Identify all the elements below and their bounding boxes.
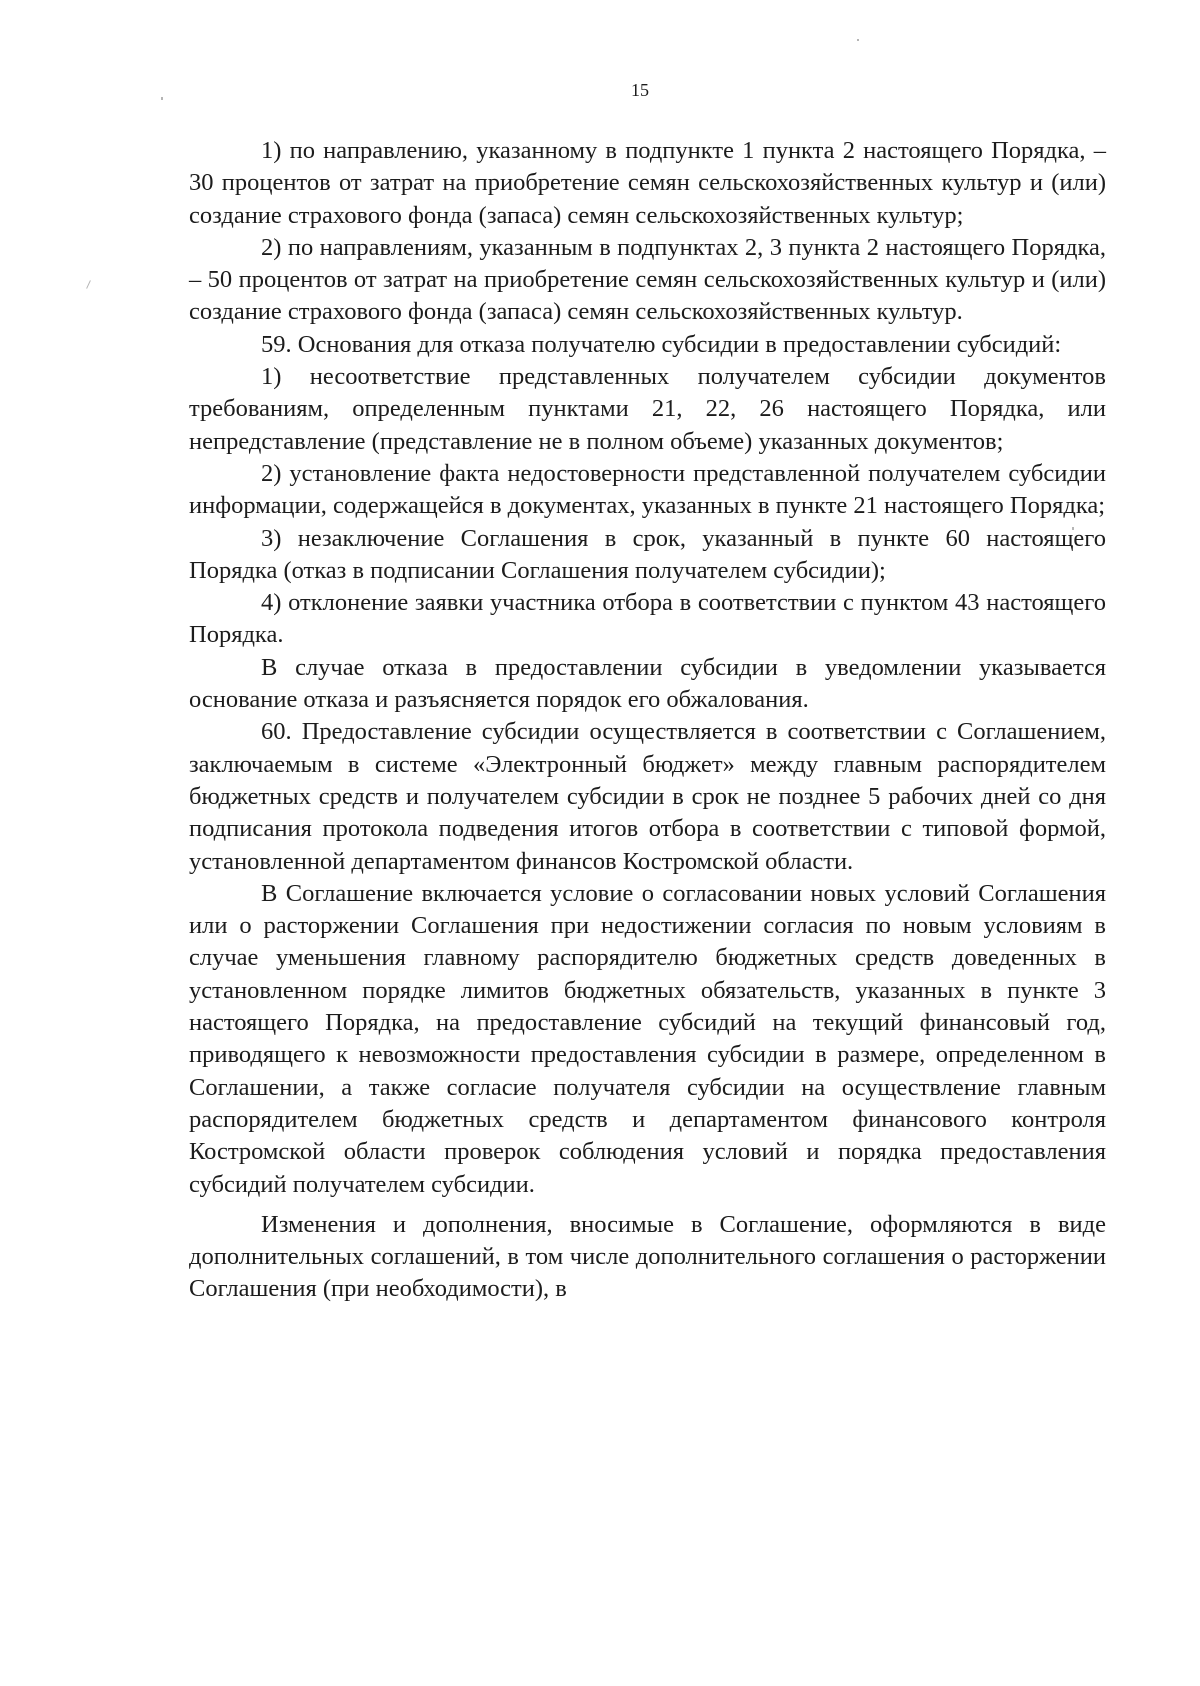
paragraph: 60. Предоставление субсидии осуществляется в соответствии с Соглашением, заключаемым в системе «Электронный бюджет» между главным распорядителем бюджетных средств и получателем субсидии в срок не позднее 5 рабочих дней со дня подписания протокола подведения итогов отбора в соответствии с типовой формой, установленной департаментом финансов Костромской области. — [189, 718, 1106, 875]
paragraph: 1) по направлению, указанному в подпункте 1 пункта 2 настоящего Порядка, – 30 процентов от затрат на приобретение семян сельскохозяйственных культур и (или) создание страхового фонда (запаса) семян сельскохозяйственных культур; — [189, 137, 1106, 229]
paragraph: 1) несоответствие представленных получателем субсидии документов требованиям, определенным пунктами 21, 22, 26 настоящего Порядка, или непредставление (представление не в полном объеме) указанных документов; — [189, 363, 1106, 455]
page-number: 15 — [631, 80, 649, 100]
paragraph: 59. Основания для отказа получателю субсидии в предоставлении субсидий: — [261, 330, 1062, 358]
scan-speck — [857, 39, 859, 41]
scan-speck — [86, 280, 91, 289]
paragraph: В Соглашение включается условие о согласовании новых условий Соглашения или о расторжении Соглашения при недостижении согласия по новым условиям в случае уменьшения главному распорядителю бюджетных средств доведенных в установленном порядке лимитов бюджетных обязательств, указанных в пункте 3 настоящего Порядка, на предоставление субсидий на текущий финансовый год, приводящего к невозможности предоставления субсидии в размере, определенном в Соглашении, а также согласие получателя субсидии на осуществление главным распорядителем бюджетных средств и департаментом финансового контроля Костромской области проверок соблюдения условий и порядка предоставления субсидий получателем субсидии. — [189, 879, 1106, 1198]
paragraph: 2) установление факта недостоверности представленной получателем субсидии информации, содержащейся в документах, указанных в пункте 21 настоящего Порядка; — [189, 459, 1106, 520]
paragraph: 2) по направлениям, указанным в подпунктах 2, 3 пункта 2 настоящего Порядка, – 50 процентов от затрат на приобретение семян сельскохозяйственных культур и (или) создание страхового фонда (запаса) семян сельскохозяйственных культур. — [189, 233, 1106, 326]
paragraph: Изменения и дополнения, вносимые в Соглашение, оформляются в виде дополнительных соглашений, в том числе дополнительного соглашения о расторжении Соглашения (при необходимости), в — [189, 1210, 1106, 1303]
document-body — [189, 135, 1106, 1306]
paragraph: В случае отказа в предоставлении субсидии в уведомлении указывается основание отказа и разъясняется порядок его обжалования. — [189, 653, 1106, 714]
paragraph: 4) отклонение заявки участника отбора в соответствии с пунктом 43 настоящего Порядка. — [189, 589, 1106, 649]
paragraph: 3) незаключение Соглашения в срок, указанный в пункте 60 настоящего Порядка (отказ в подписании Соглашения получателем субсидии); — [189, 524, 1106, 584]
